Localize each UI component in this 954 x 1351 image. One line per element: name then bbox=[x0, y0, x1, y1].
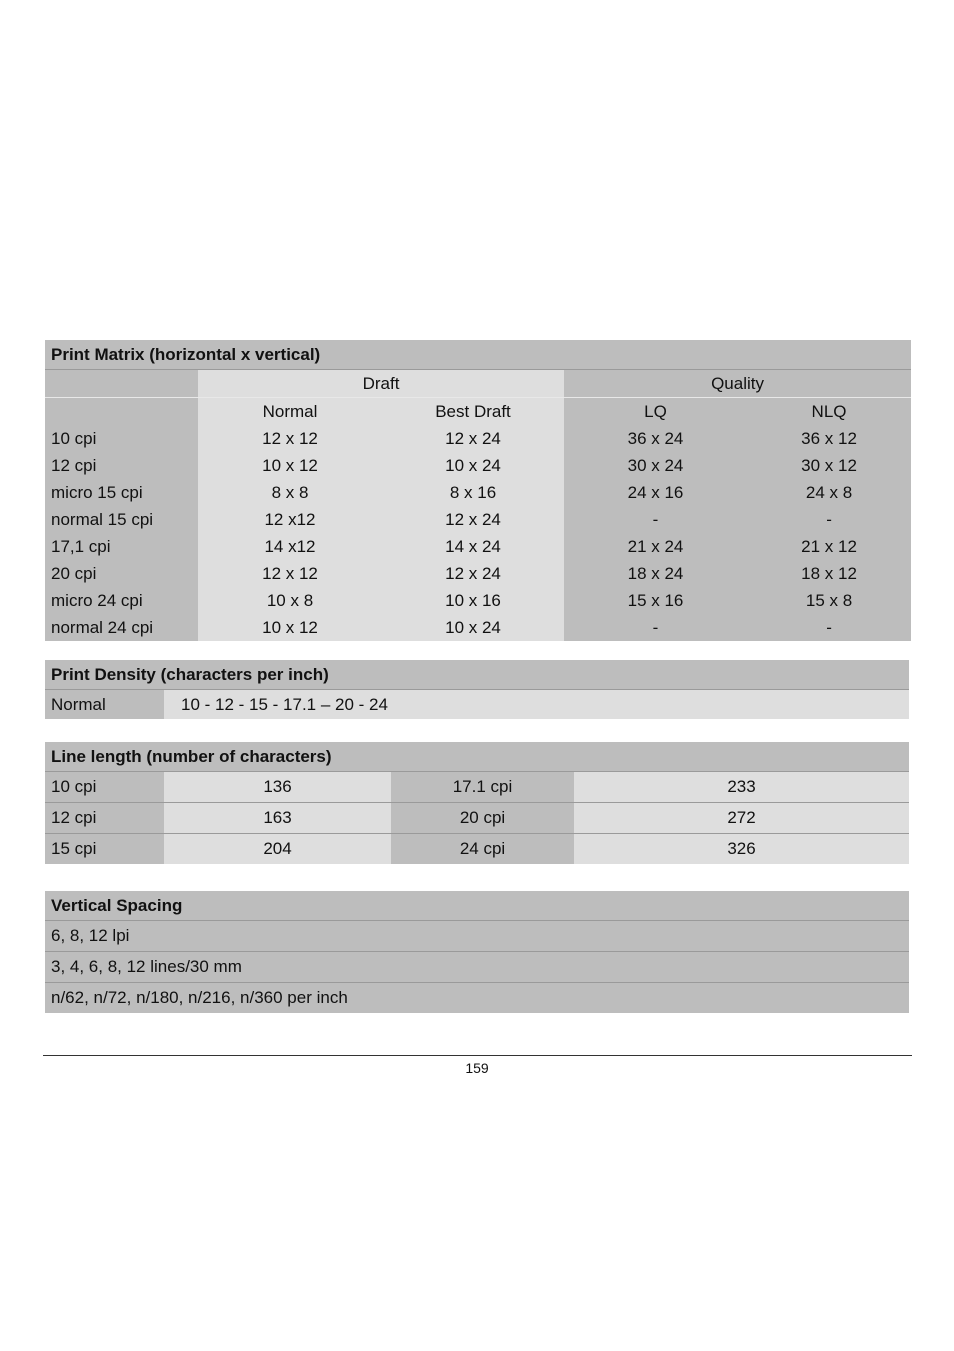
col-header-nlq: NLQ bbox=[747, 398, 911, 426]
cpi-label: 10 cpi bbox=[45, 772, 164, 803]
row-label: 12 cpi bbox=[45, 452, 198, 479]
table-row bbox=[45, 952, 909, 983]
print-matrix-table bbox=[45, 340, 911, 641]
char-count: 233 bbox=[574, 772, 909, 803]
cell-best-draft: 8 x 16 bbox=[382, 479, 564, 506]
table-row bbox=[45, 533, 911, 560]
group-header-draft: Draft bbox=[198, 370, 564, 398]
cell-best-draft: 10 x 24 bbox=[382, 452, 564, 479]
cpi-label: 20 cpi bbox=[391, 803, 574, 834]
row-label: normal 24 cpi bbox=[45, 614, 198, 641]
table-row bbox=[45, 506, 911, 533]
cell-best-draft: 10 x 24 bbox=[382, 614, 564, 641]
cpi-label: 17.1 cpi bbox=[391, 772, 574, 803]
char-count: 163 bbox=[164, 803, 391, 834]
cell-lq: 21 x 24 bbox=[564, 533, 747, 560]
cell-lq: - bbox=[564, 506, 747, 533]
vertical-spacing-table bbox=[45, 891, 909, 1013]
cell-best-draft: 14 x 24 bbox=[382, 533, 564, 560]
char-count: 204 bbox=[164, 834, 391, 865]
row-label: micro 24 cpi bbox=[45, 587, 198, 614]
table-row bbox=[45, 560, 911, 587]
matrix-corner-cell bbox=[45, 398, 198, 426]
cell-lq: 18 x 24 bbox=[564, 560, 747, 587]
cell-nlq: 24 x 8 bbox=[747, 479, 911, 506]
cell-lq: 24 x 16 bbox=[564, 479, 747, 506]
cell-lq: 15 x 16 bbox=[564, 587, 747, 614]
row-label: normal 15 cpi bbox=[45, 506, 198, 533]
cell-nlq: - bbox=[747, 614, 911, 641]
cell-best-draft: 12 x 24 bbox=[382, 425, 564, 452]
cpi-label: 12 cpi bbox=[45, 803, 164, 834]
cpi-label: 24 cpi bbox=[391, 834, 574, 865]
table-row bbox=[45, 690, 909, 720]
line-length-title: Line length (number of characters) bbox=[45, 742, 909, 772]
cell-normal: 10 x 8 bbox=[198, 587, 382, 614]
cell-normal: 12 x12 bbox=[198, 506, 382, 533]
cell-nlq: 21 x 12 bbox=[747, 533, 911, 560]
col-header-lq: LQ bbox=[564, 398, 747, 426]
footer-divider bbox=[43, 1055, 912, 1056]
table-row bbox=[45, 587, 911, 614]
cell-normal: 10 x 12 bbox=[198, 614, 382, 641]
char-count: 136 bbox=[164, 772, 391, 803]
cell-normal: 14 x12 bbox=[198, 533, 382, 560]
cell-best-draft: 10 x 16 bbox=[382, 587, 564, 614]
group-header-quality: Quality bbox=[564, 370, 911, 398]
table-row bbox=[45, 983, 909, 1014]
cell-nlq: - bbox=[747, 506, 911, 533]
spacing-value: 6, 8, 12 lpi bbox=[45, 921, 909, 952]
cpi-label: 15 cpi bbox=[45, 834, 164, 865]
line-length-table bbox=[45, 742, 909, 864]
matrix-corner-cell bbox=[45, 370, 198, 398]
row-label: 20 cpi bbox=[45, 560, 198, 587]
row-label: 10 cpi bbox=[45, 425, 198, 452]
table-row bbox=[45, 803, 909, 834]
table-row bbox=[45, 425, 911, 452]
cell-lq: 36 x 24 bbox=[564, 425, 747, 452]
print-matrix-title: Print Matrix (horizontal x vertical) bbox=[45, 340, 911, 370]
table-row bbox=[45, 479, 911, 506]
cell-nlq: 18 x 12 bbox=[747, 560, 911, 587]
cell-normal: 10 x 12 bbox=[198, 452, 382, 479]
cell-lq: - bbox=[564, 614, 747, 641]
cell-nlq: 15 x 8 bbox=[747, 587, 911, 614]
spacing-value: 3, 4, 6, 8, 12 lines/30 mm bbox=[45, 952, 909, 983]
vertical-spacing-title: Vertical Spacing bbox=[45, 891, 909, 921]
spacing-value: n/62, n/72, n/180, n/216, n/360 per inch bbox=[45, 983, 909, 1014]
cell-normal: 12 x 12 bbox=[198, 425, 382, 452]
table-row bbox=[45, 452, 911, 479]
char-count: 272 bbox=[574, 803, 909, 834]
density-value: 10 - 12 - 15 - 17.1 – 20 - 24 bbox=[164, 690, 909, 720]
cell-nlq: 36 x 12 bbox=[747, 425, 911, 452]
cell-normal: 8 x 8 bbox=[198, 479, 382, 506]
density-label: Normal bbox=[45, 690, 164, 720]
table-row bbox=[45, 921, 909, 952]
cell-nlq: 30 x 12 bbox=[747, 452, 911, 479]
char-count: 326 bbox=[574, 834, 909, 865]
row-label: 17,1 cpi bbox=[45, 533, 198, 560]
row-label: micro 15 cpi bbox=[45, 479, 198, 506]
col-header-best-draft: Best Draft bbox=[382, 398, 564, 426]
table-row bbox=[45, 614, 911, 641]
cell-lq: 30 x 24 bbox=[564, 452, 747, 479]
cell-normal: 12 x 12 bbox=[198, 560, 382, 587]
table-row bbox=[45, 772, 909, 803]
cell-best-draft: 12 x 24 bbox=[382, 506, 564, 533]
table-row bbox=[45, 834, 909, 865]
print-density-title: Print Density (characters per inch) bbox=[45, 660, 909, 690]
page-number: 159 bbox=[465, 1060, 489, 1076]
col-header-normal: Normal bbox=[198, 398, 382, 426]
print-density-table bbox=[45, 660, 909, 719]
cell-best-draft: 12 x 24 bbox=[382, 560, 564, 587]
